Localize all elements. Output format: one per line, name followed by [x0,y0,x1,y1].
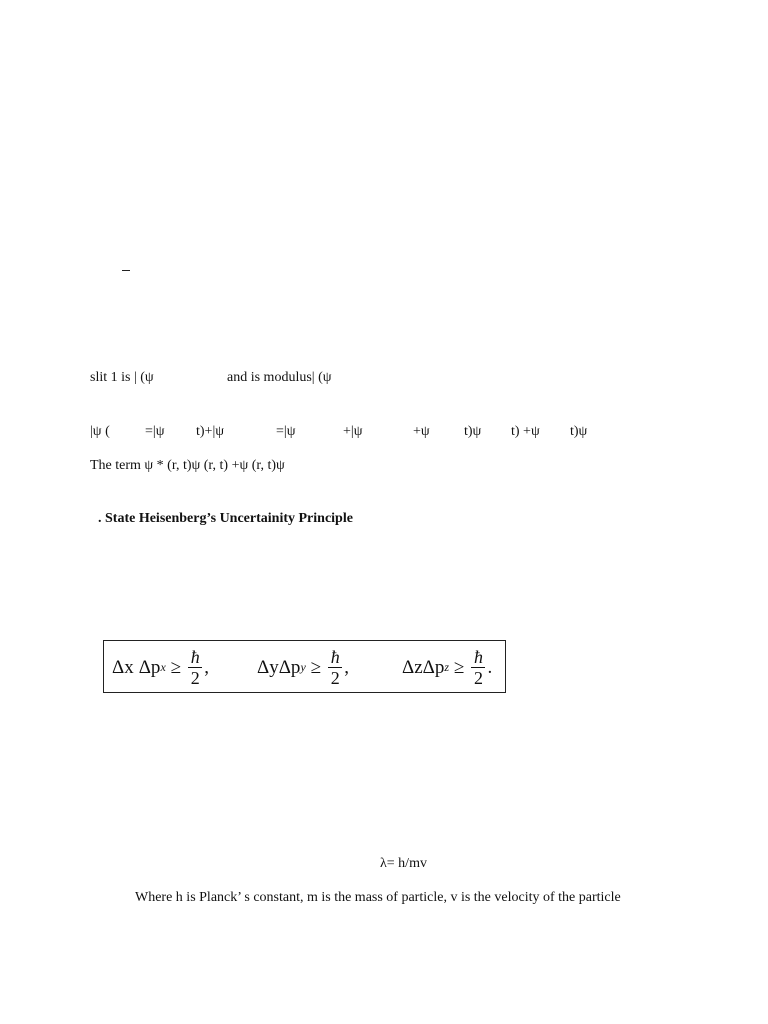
stray-dash [122,270,130,271]
comma: , [344,656,349,678]
psi-fragment-6: +ψ [413,424,430,439]
geq-sign: ≥ [170,656,182,678]
equation-y [257,641,349,694]
section-heading: . State Heisenberg’s Uncertainity Principle [98,511,353,526]
delta-x: Δx [112,656,134,678]
hbar: ħ [190,647,200,667]
denominator: 2 [330,668,340,688]
debroglie-formula: λ= h/mv [380,856,427,871]
slit-text-2: and is modulus| (ψ [227,370,332,385]
equation-z [402,641,492,694]
delta-p: Δp [278,656,301,678]
geq-sign: ≥ [454,656,465,678]
hbar-over-2 [328,647,342,688]
subscript-z: z [444,660,450,674]
subscript-y: y [300,660,306,674]
hbar-over-2 [471,647,485,688]
psi-fragment-3: t)+|ψ [196,424,225,439]
subscript-x: x [160,660,166,674]
psi-fragment-4: =|ψ [276,424,296,439]
psi-fragment-1: |ψ ( [90,424,110,439]
psi-fragment-5: +|ψ [343,424,363,439]
psi-fragment-7: t)ψ [464,424,482,439]
debroglie-explanation: Where h is Planck’ s constant, m is the mass of particle, v is the velocity of the particle [135,890,621,905]
hbar-over-2 [188,647,202,688]
period: . [487,656,493,678]
hbar: ħ [330,647,340,667]
delta-z: Δz [402,656,423,678]
slit-text-1: slit 1 is | (ψ [90,370,154,385]
equation-x [112,641,209,694]
denominator: 2 [190,668,200,688]
psi-fragment-2: =|ψ [145,424,165,439]
delta-p: Δp [422,656,445,678]
term-line: The term ψ * (r, t)ψ (r, t) +ψ (r, t)ψ [90,458,285,473]
denominator: 2 [473,668,483,688]
psi-fragment-8: t) +ψ [511,424,540,439]
geq-sign: ≥ [310,656,322,678]
comma: , [204,656,209,678]
uncertainty-equation-box [103,640,506,693]
delta-y: Δy [257,656,279,678]
delta-p: Δp [138,656,161,678]
psi-fragment-9: t)ψ [570,424,588,439]
hbar: ħ [473,647,483,667]
